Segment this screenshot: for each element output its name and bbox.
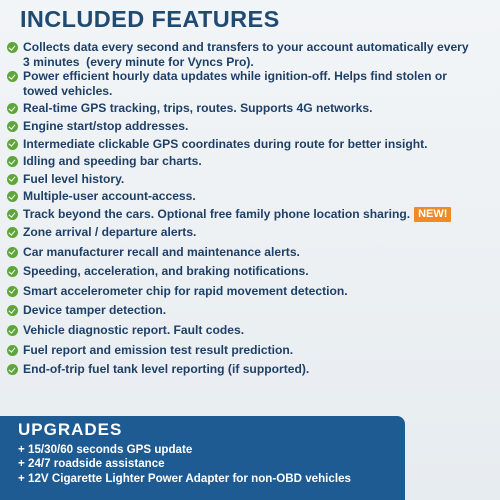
feature-text: Fuel report and emission test result prediction. [23,342,294,357]
feature-text: Idling and speeding bar charts. [23,154,202,169]
feature-item [7,323,497,338]
feature-text: Collects data every second and transfers to your account automatically every 3 minutes (every minute for Vyncs Pro). [23,40,469,69]
feature-text: Fuel level history. [23,171,125,186]
feature-text: Speeding, acceleration, and braking notifications. [23,264,309,279]
check-icon [7,286,18,297]
feature-item [7,189,497,204]
feature-item [7,284,497,299]
check-icon [7,305,18,316]
feature-text: Power efficient hourly data updates while ignition-off. Helps find stolen or towed vehicles. [23,69,447,98]
upgrade-text: 12V Cigarette Lighter Power Adapter for non-OBD vehicles [28,471,351,485]
feature-item [7,245,497,260]
feature-text: End-of-trip fuel tank level reporting (if supported). [23,362,310,377]
upgrades-panel [0,416,405,500]
check-icon [7,174,18,185]
feature-item [7,119,497,134]
feature-item [7,154,497,169]
upgrade-list [18,443,351,486]
new-badge: NEW! [414,207,451,222]
page-title: INCLUDED FEATURES [20,6,280,32]
feature-text: Real-time GPS tracking, trips, routes. Supports 4G networks. [23,101,373,116]
check-icon [7,139,18,150]
check-icon [7,71,18,82]
feature-text: Device tamper detection. [23,303,167,318]
check-icon [7,325,18,336]
feature-item [7,101,497,116]
check-icon [7,156,18,167]
feature-item [7,40,497,69]
plus-icon: + [18,471,25,485]
check-icon [7,121,18,132]
feature-text: Engine start/stop addresses. [23,118,189,133]
upgrades-title: UPGRADES [18,420,123,439]
check-icon [7,266,18,277]
feature-item [7,343,497,358]
check-icon [7,364,18,375]
check-icon [7,191,18,202]
feature-text: Zone arrival / departure alerts. [23,224,197,239]
plus-icon: + [18,457,25,471]
feature-text: Track beyond the cars. Optional free family phone location sharing. [23,206,411,221]
check-icon [7,42,18,53]
feature-item [7,207,497,222]
feature-item [7,264,497,279]
feature-text: Intermediate clickable GPS coordinates during route for better insight. [23,136,428,151]
feature-text: Smart accelerometer chip for rapid movement detection. [23,283,348,298]
check-icon [7,227,18,238]
feature-text: Vehicle diagnostic report. Fault codes. [23,322,245,337]
plus-icon: + [18,443,25,456]
check-icon [7,209,18,220]
feature-list [7,40,497,377]
feature-item [7,69,497,98]
feature-item [7,362,497,377]
upgrade-item [18,472,351,486]
upgrade-text: 15/30/60 seconds GPS update [28,443,193,456]
feature-item [7,137,497,152]
upgrade-item [18,457,351,471]
check-icon [7,103,18,114]
feature-text: Car manufacturer recall and maintenance alerts. [23,244,300,259]
feature-item [7,225,497,240]
check-icon [7,247,18,258]
check-icon [7,345,18,356]
upgrade-text: 24/7 roadside assistance [28,457,165,471]
feature-item [7,172,497,187]
upgrade-item [18,443,351,457]
feature-item [7,303,497,318]
feature-text: Multiple-user account-access. [23,189,196,204]
